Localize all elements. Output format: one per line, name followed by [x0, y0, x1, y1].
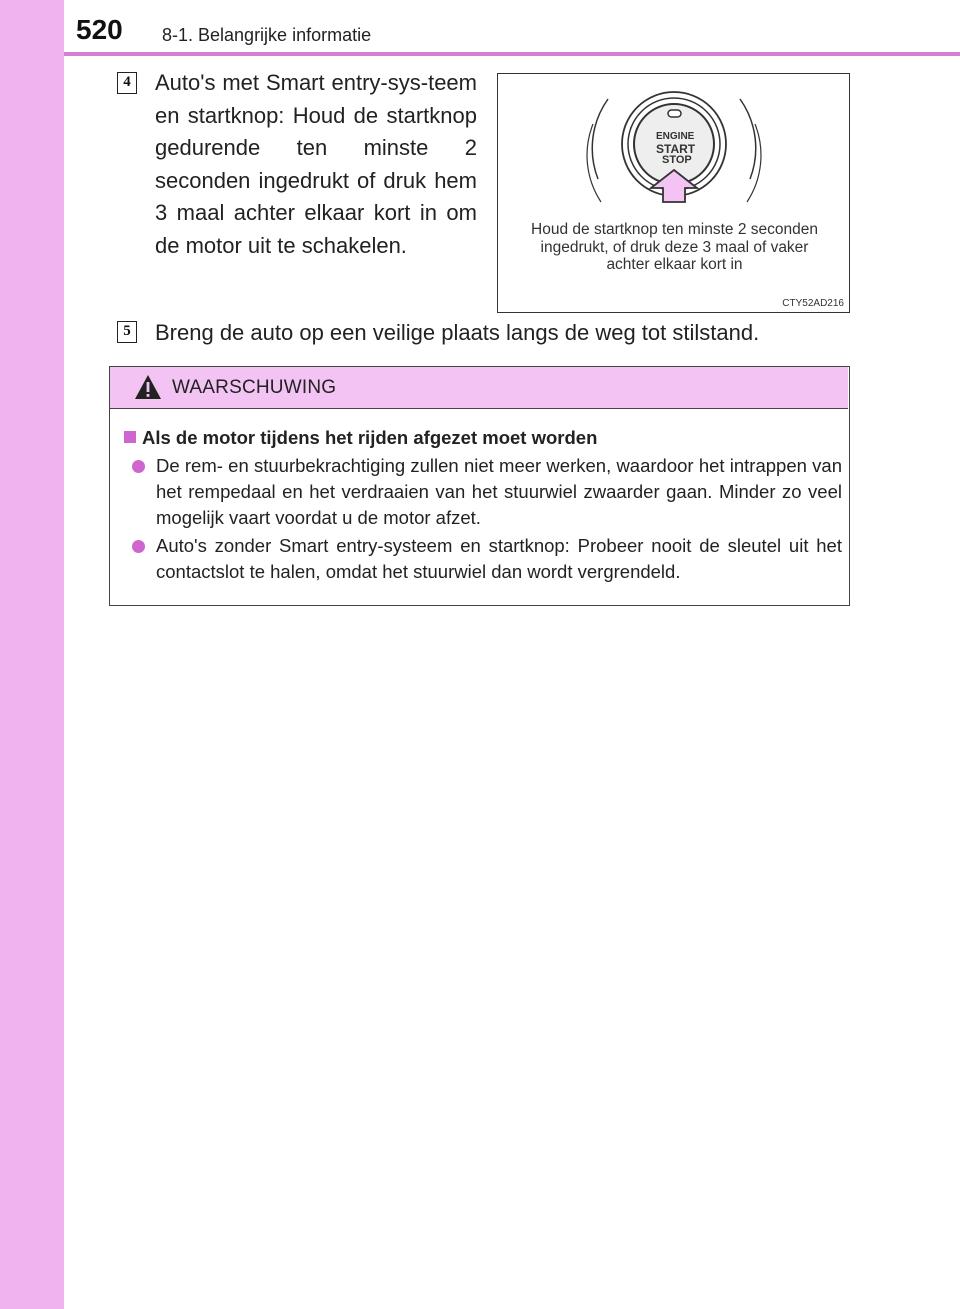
- round-bullet-icon: [132, 460, 145, 473]
- warning-bullet: [132, 453, 842, 531]
- engine-button-figure: [497, 73, 850, 313]
- engine-start-button-illustration: [498, 74, 851, 314]
- warning-header: [110, 367, 848, 409]
- warning-bullet-text: Auto's zonder Smart entry-systeem en startknop: Probeer nooit de sleutel uit het contactslot te halen, omdat het stuurwiel dan wordt vergrendeld.: [156, 535, 842, 582]
- square-bullet-icon: [124, 431, 136, 443]
- figure-code: CTY52AD216: [782, 298, 844, 309]
- page-number: 520: [76, 14, 123, 45]
- warning-triangle-icon: [134, 373, 162, 401]
- header-divider: [64, 52, 960, 56]
- warning-subheading-text: Als de motor tijdens het rijden afgezet moet worden: [142, 427, 598, 448]
- button-label-start: START: [656, 142, 696, 156]
- button-label-stop: STOP: [662, 154, 692, 166]
- warning-box: [109, 366, 850, 606]
- side-strip: [0, 0, 64, 1309]
- step-number-5: 5: [117, 321, 137, 343]
- section-title: 8-1. Belangrijke informatie: [162, 25, 372, 45]
- step-4-text: Auto's met Smart entry-sys-teem en startknop: Houd de startknop gedurende ten minste 2 seconden ingedrukt of druk hem 3 maal achter elkaar kort in om de motor uit te schakelen.: [155, 70, 477, 258]
- warning-bullet-text: De rem- en stuurbekrachtiging zullen niet meer werken, waardoor het intrappen van het rempedaal en het verdraaien van het stuurwiel zwaarder gaan. Minder zo veel mogelijk vaart voordat u de motor afzet.: [156, 455, 842, 528]
- warning-subheading: [124, 427, 597, 449]
- figure-caption: Houd de startknop ten minste 2 seconden ingedrukt, of druk deze 3 maal of vaker achter elkaar kort in: [531, 221, 818, 273]
- warning-title: WAARSCHUWING: [172, 377, 337, 398]
- round-bullet-icon: [132, 540, 145, 553]
- step-5-text: Breng de auto op een veilige plaats langs de weg tot stilstand.: [155, 320, 760, 345]
- button-label-engine: ENGINE: [656, 131, 695, 142]
- warning-bullet: [132, 533, 842, 585]
- step-number-4: 4: [117, 72, 137, 94]
